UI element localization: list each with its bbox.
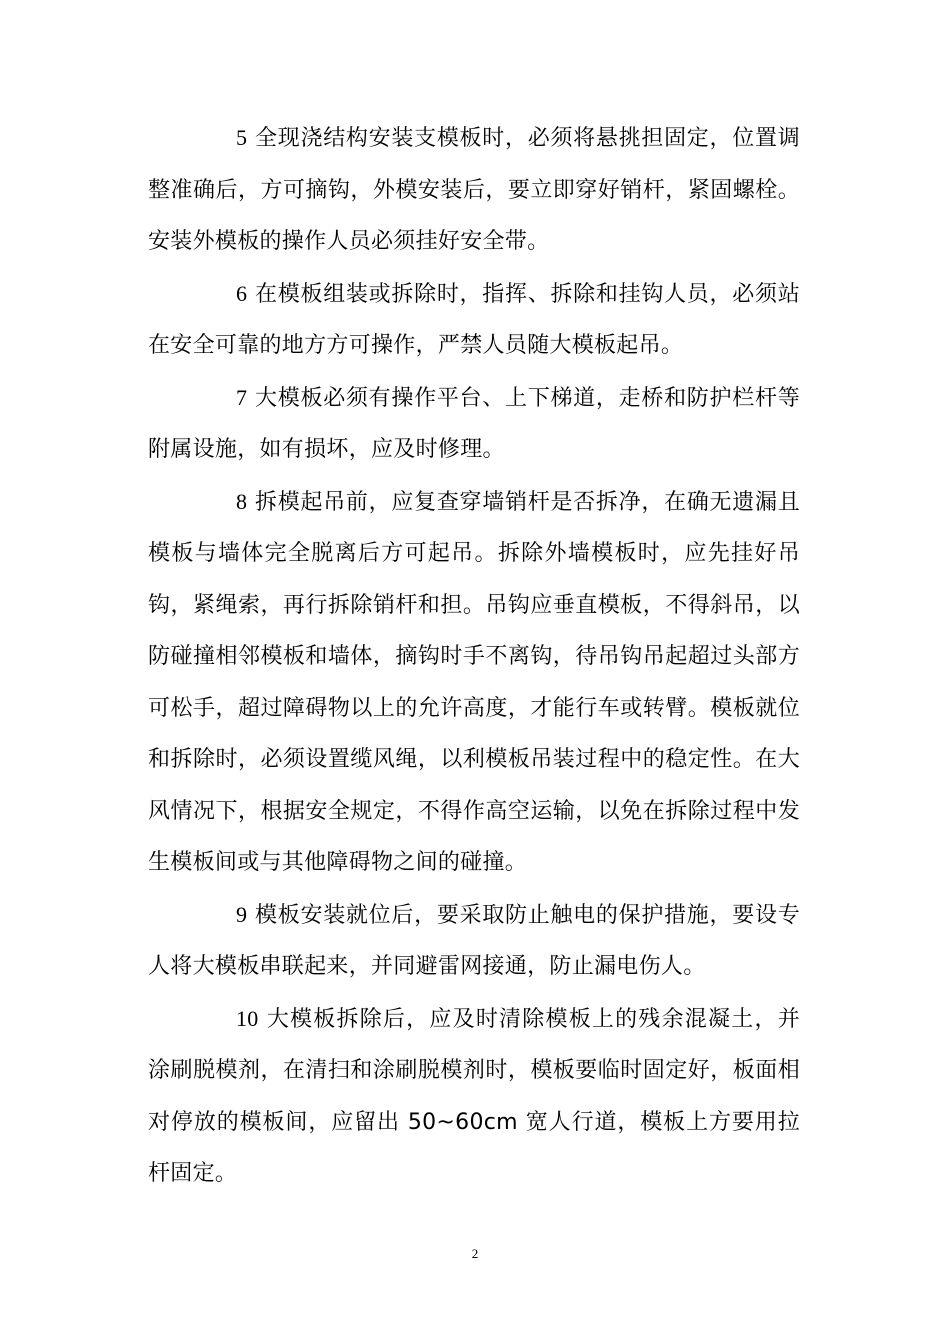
paragraph-text: 模板安装就位后，要采取防止触电的保护措施，要设专人将大模板串联起来，并同避雷网接通，防止漏电伤人。 <box>148 902 800 979</box>
paragraph-9 <box>148 889 800 993</box>
paragraph-number: 10 <box>236 1005 259 1031</box>
paragraph-text: 大模板必须有操作平台、上下梯道，走桥和防护栏杆等附属设施，如有损坏，应及时修理。 <box>148 385 800 462</box>
paragraph-text: 拆模起吊前，应复查穿墙销杆是否拆净，在确无遗漏且模板与墙体完全脱离后方可起吊。拆除外墙模板时，应先挂好吊钩，紧绳索，再行拆除销杆和担。吊钩应垂直模板，不得斜吊，以防碰撞相邻模板和墙体，摘钩时手不离钩，待吊钩吊起超过头部方可松手，超过障碍物以上的允许高度，才能行车或转臂。模板就位和拆除时，必须设置缆风绳，以利模板吊装过程中的稳定性。在大风情况下，根据安全规定，不得作高空运输，以免在拆除过程中发生模板间或与其他障碍物之间的碰撞。 <box>148 489 800 875</box>
paragraph-number: 5 <box>236 125 248 150</box>
paragraph-8 <box>148 476 800 889</box>
paragraph-text: 在模板组装或拆除时，指挥、拆除和挂钩人员，必须站在安全可靠的地方方可操作，严禁人员随大模板起吊。 <box>148 281 800 358</box>
paragraph-number: 7 <box>236 384 248 410</box>
paragraph-7 <box>148 372 800 476</box>
paragraph-5 <box>148 112 800 268</box>
paragraph-number: 6 <box>236 280 248 306</box>
paragraph-10 <box>148 993 800 1200</box>
paragraph-number: 8 <box>236 488 248 514</box>
paragraph-text: 全现浇结构安装支模板时，必须将悬挑担固定，位置调整准确后，方可摘钩，外模安装后，要立即穿好销杆，紧固螺栓。安装外模板的操作人员必须挂好安全带。 <box>148 126 800 254</box>
paragraph-text: 大模板拆除后，应及时清除模板上的残余混凝土，并涂刷脱模剂，在清扫和涂刷脱模剂时，模板要临时固定好，板面相对停放的模板间，应留出 50~60cm 宽人行道，模板上方要用拉杆固定。 <box>148 1006 800 1186</box>
paragraph-number: 9 <box>236 901 248 927</box>
paragraph-6 <box>148 268 800 372</box>
page-number: 2 <box>471 1246 479 1261</box>
document-body <box>148 112 800 1200</box>
